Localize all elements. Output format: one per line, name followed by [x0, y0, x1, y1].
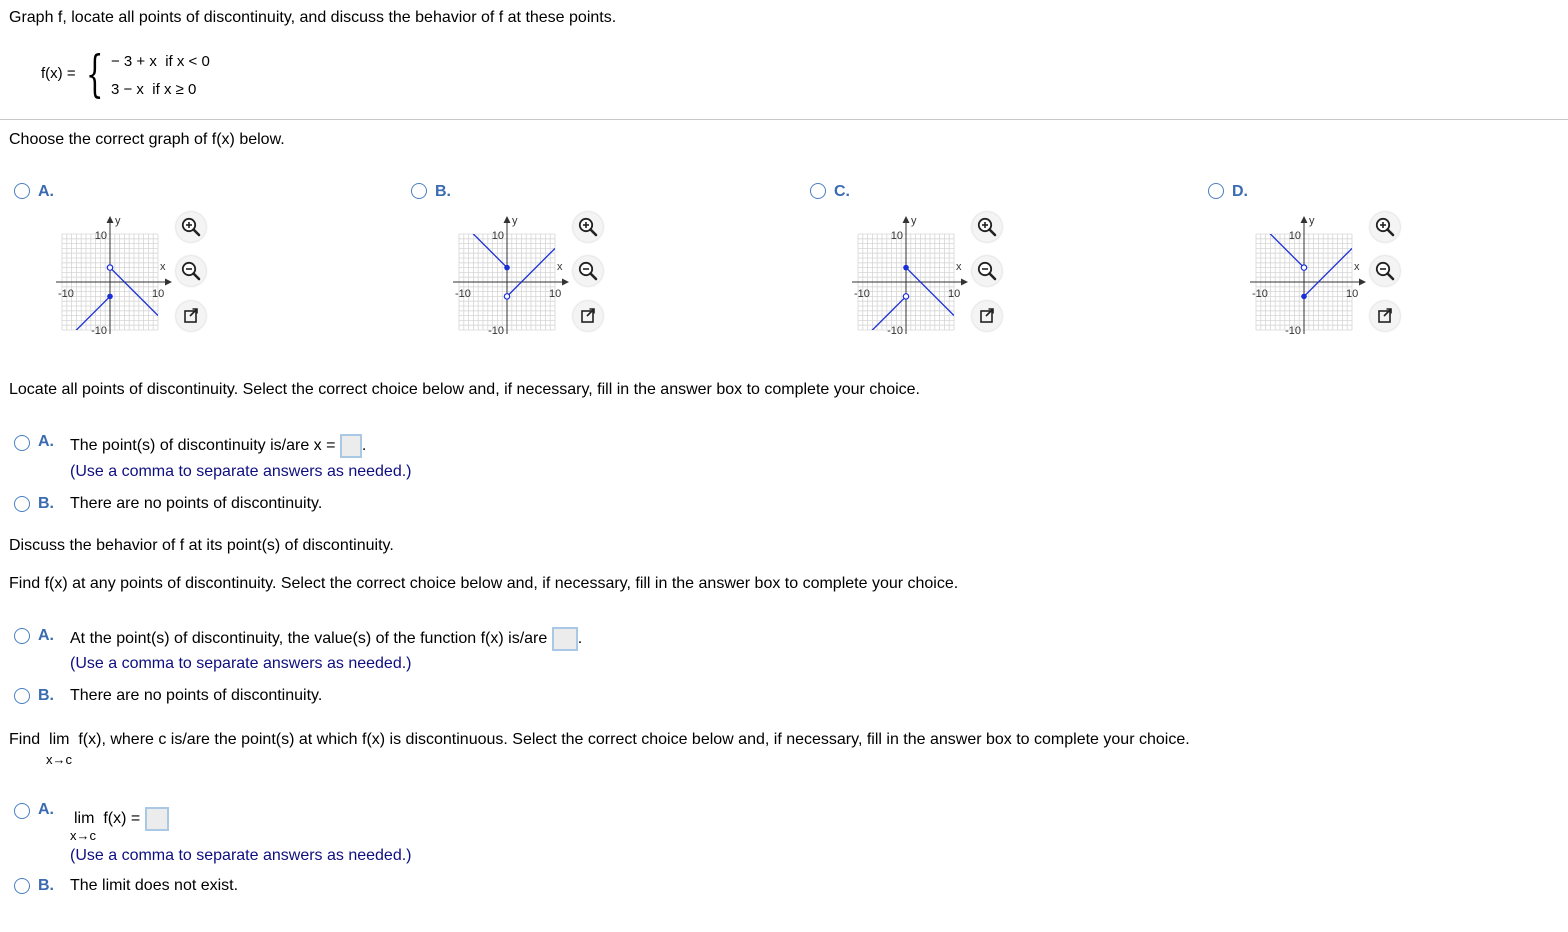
part4-prompt: [9, 731, 1190, 749]
part4-option-a-note: (Use a comma to separate answers as needed.): [70, 847, 412, 864]
y-axis-label: y: [115, 215, 121, 227]
graph-option-a-zoom-in-button[interactable]: [176, 212, 206, 242]
y-axis-arrow: [903, 216, 910, 223]
y-axis-label: y: [512, 215, 518, 227]
part2-option-a-letter: A.: [38, 433, 54, 450]
closed-point: [1301, 294, 1307, 300]
zoom-out-icon: [972, 256, 1002, 286]
y-axis-label: y: [911, 215, 917, 227]
part4-option-a-fx: f(x) =: [103, 810, 141, 828]
part4-option-a-lim: lim: [74, 810, 95, 828]
part2-option-b-radio[interactable]: [14, 496, 30, 512]
divider: [0, 119, 1568, 120]
graph-option-c-plot[interactable]: [844, 210, 974, 336]
x-tick-max: 10: [1346, 288, 1359, 300]
part3-answer-box[interactable]: [552, 627, 578, 651]
part4-sub: x→c: [46, 752, 72, 767]
graph-option-b-letter: B.: [435, 183, 451, 200]
part1-prompt: Choose the correct graph of f(x) below.: [9, 131, 285, 148]
part3-heading: Discuss the behavior of f at its point(s) of discontinuity.: [9, 537, 394, 554]
part3-option-a-text: At the point(s) of discontinuity, the value(s) of the function f(x) is/are: [70, 630, 548, 648]
part4-option-a-letter: A.: [38, 801, 54, 818]
part3-option-b-text: There are no points of discontinuity.: [70, 687, 323, 704]
open-new-window-icon: [972, 301, 1002, 331]
zoom-in-icon: [972, 212, 1002, 242]
part3-option-a: At the point(s) of discontinuity, the value(s) of the function f(x) is/are .: [70, 627, 582, 651]
y-tick-max: 10: [94, 230, 107, 242]
piece1-expr: − 3 + x: [111, 53, 157, 70]
y-tick-max: 10: [1288, 230, 1301, 242]
part4-prompt-pre: Find: [9, 731, 41, 748]
part4-lim: lim: [49, 731, 70, 748]
graph-option-d-plot[interactable]: [1242, 210, 1372, 336]
y-tick-max: 10: [491, 230, 504, 242]
part4-prompt-post: f(x), where c is/are the point(s) at which f(x) is discontinuous. Select the correct choice below and, if necessary, fill in the answer box to complete your choice.: [78, 731, 1190, 748]
part3-option-a-note: (Use a comma to separate answers as needed.): [70, 655, 412, 672]
x-axis-label: x: [1354, 261, 1360, 273]
closed-point: [903, 265, 909, 271]
part3-option-a-radio[interactable]: [14, 628, 30, 644]
y-tick-min: -10: [887, 325, 903, 336]
piece2-expr: 3 − x: [111, 81, 144, 98]
part4-option-b-text: The limit does not exist.: [70, 877, 239, 894]
part3-option-b-letter: B.: [38, 687, 54, 704]
x-axis-arrow: [165, 279, 172, 286]
x-tick-min: -10: [455, 288, 471, 300]
graph-option-d-zoom-out-button[interactable]: [1370, 256, 1400, 286]
open-new-window-icon: [1370, 301, 1400, 331]
x-axis-label: x: [557, 261, 563, 273]
part3-option-a-letter: A.: [38, 627, 54, 644]
zoom-out-icon: [1370, 256, 1400, 286]
piecewise-brace: {: [86, 45, 104, 103]
graph-option-d-zoom-in-button[interactable]: [1370, 212, 1400, 242]
piece1-cond: if x < 0: [165, 53, 210, 70]
open-point: [107, 265, 112, 270]
y-axis-label: y: [1309, 215, 1315, 227]
x-tick-max: 10: [152, 288, 165, 300]
function-label: f(x) =: [41, 65, 76, 82]
part2-option-a-radio[interactable]: [14, 435, 30, 451]
part4-answer-box[interactable]: [145, 807, 169, 831]
x-tick-min: -10: [1252, 288, 1268, 300]
graph-option-a-plot[interactable]: [48, 210, 178, 336]
y-axis-arrow: [504, 216, 511, 223]
open-point: [504, 294, 509, 299]
graph-option-b-radio[interactable]: [411, 183, 427, 199]
graph-option-b-open-new-window-button[interactable]: [573, 301, 603, 331]
part2-prompt: Locate all points of discontinuity. Select the correct choice below and, if necessary, fill in the answer box to complete your choice.: [9, 381, 920, 398]
open-point: [903, 294, 908, 299]
zoom-in-icon: [1370, 212, 1400, 242]
zoom-in-icon: [176, 212, 206, 242]
part2-option-a-note: (Use a comma to separate answers as needed.): [70, 463, 412, 480]
x-axis-arrow: [961, 279, 968, 286]
piece1: [111, 53, 210, 70]
graph-option-d-radio[interactable]: [1208, 183, 1224, 199]
y-tick-min: -10: [1285, 325, 1301, 336]
part2-option-a-text: The point(s) of discontinuity is/are x =: [70, 437, 336, 455]
graph-option-c-letter: C.: [834, 183, 850, 200]
graph-option-b-zoom-out-button[interactable]: [573, 256, 603, 286]
graph-option-c-zoom-in-button[interactable]: [972, 212, 1002, 242]
open-new-window-icon: [176, 301, 206, 331]
piece2: [111, 81, 196, 98]
graph-option-a-open-new-window-button[interactable]: [176, 301, 206, 331]
x-tick-max: 10: [549, 288, 562, 300]
x-axis-label: x: [160, 261, 166, 273]
part2-option-a: The point(s) of discontinuity is/are x = .: [70, 434, 366, 458]
x-axis-arrow: [1359, 279, 1366, 286]
zoom-in-icon: [573, 212, 603, 242]
y-tick-min: -10: [91, 325, 107, 336]
part4-option-b-radio[interactable]: [14, 878, 30, 894]
part4-option-a-sub: x→c: [70, 828, 96, 843]
y-tick-min: -10: [488, 325, 504, 336]
graph-option-d-open-new-window-button[interactable]: [1370, 301, 1400, 331]
x-tick-min: -10: [58, 288, 74, 300]
part4-option-a-radio[interactable]: [14, 803, 30, 819]
graph-option-a-letter: A.: [38, 183, 54, 200]
y-tick-max: 10: [890, 230, 903, 242]
graph-option-c-radio[interactable]: [810, 183, 826, 199]
graph-option-a-zoom-out-button[interactable]: [176, 256, 206, 286]
graph-option-b-zoom-in-button[interactable]: [573, 212, 603, 242]
question-prompt: Graph f, locate all points of discontinuity, and discuss the behavior of f at these points.: [9, 9, 617, 26]
graph-option-a-radio[interactable]: [14, 183, 30, 199]
graph-option-d-letter: D.: [1232, 183, 1248, 200]
zoom-out-icon: [176, 256, 206, 286]
part2-answer-box[interactable]: [340, 434, 362, 458]
graph-option-b-plot[interactable]: [445, 210, 575, 336]
closed-point: [107, 294, 113, 300]
part2-option-b-text: There are no points of discontinuity.: [70, 495, 323, 512]
part3-prompt: Find f(x) at any points of discontinuity. Select the correct choice below and, if necessary, fill in the answer box to complete your choice.: [9, 575, 959, 592]
part2-option-b-letter: B.: [38, 495, 54, 512]
part3-option-b-radio[interactable]: [14, 688, 30, 704]
x-tick-min: -10: [854, 288, 870, 300]
x-axis-arrow: [562, 279, 569, 286]
graph-option-c-open-new-window-button[interactable]: [972, 301, 1002, 331]
open-point: [1301, 265, 1306, 270]
open-new-window-icon: [573, 301, 603, 331]
piece2-cond: if x ≥ 0: [152, 81, 197, 98]
y-axis-arrow: [1301, 216, 1308, 223]
closed-point: [504, 265, 510, 271]
x-tick-max: 10: [948, 288, 961, 300]
y-axis-arrow: [107, 216, 114, 223]
part4-option-b-letter: B.: [38, 877, 54, 894]
x-axis-label: x: [956, 261, 962, 273]
graph-option-c-zoom-out-button[interactable]: [972, 256, 1002, 286]
zoom-out-icon: [573, 256, 603, 286]
